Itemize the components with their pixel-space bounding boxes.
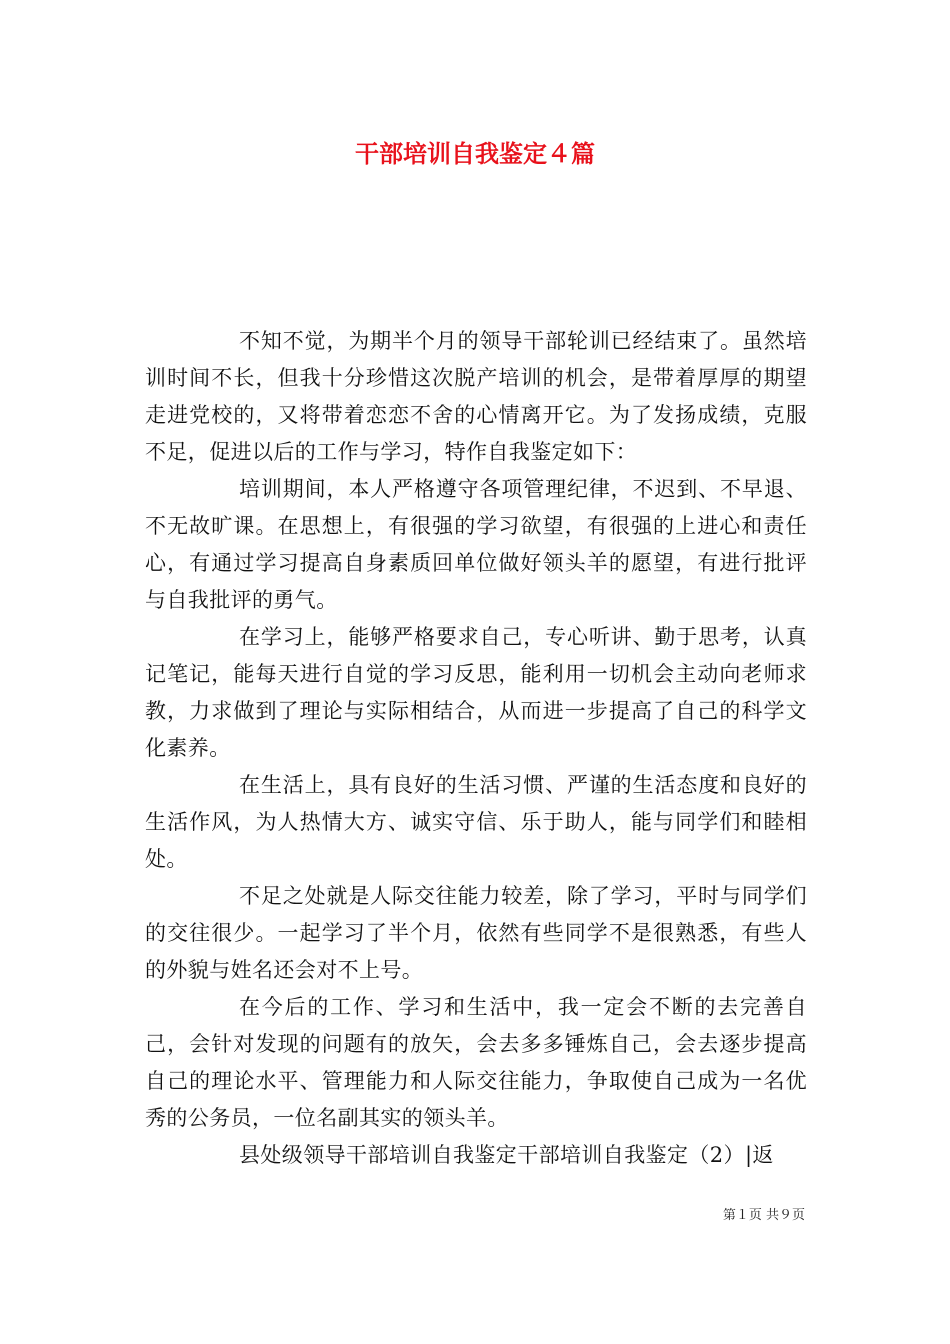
document-title: 干部培训自我鉴定４篇 (355, 139, 595, 168)
page-number: 第１页 共９页 (722, 1208, 805, 1223)
paragraph: 培训期间，本人严格遵守各项管理纪律，不迟到、不早退、不无故旷课。在思想上，有很强的学习欲望，有很强的上进心和责任心，有通过学习提高自身素质回单位做好领头羊的愿望，有进行批评与自我批评的勇气。 (145, 477, 807, 612)
paragraph: 在生活上，具有良好的生活习惯、严谨的生活态度和良好的生活作风，为人热情大方、诚实守信、乐于助人，能与同学们和睦相处。 (145, 773, 807, 871)
paragraph: 在今后的工作、学习和生活中，我一定会不断的去完善自己，会针对发现的问题有的放矢，会去多多锤炼自己，会去逐步提高自己的理论水平、管理能力和人际交往能力，争取使自己成为一名优秀的公务员，一位名副其实的领头羊。 (145, 995, 807, 1130)
paragraph: 不知不觉，为期半个月的领导干部轮训已经结束了。虽然培训时间不长，但我十分珍惜这次脱产培训的机会，是带着厚厚的期望走进党校的，又将带着恋恋不舍的心情离开它。为了发扬成绩，克服不足，促进以后的工作与学习，特作自我鉴定如下： (145, 329, 807, 464)
paragraph: 县处级领导干部培训自我鉴定干部培训自我鉴定（2）|返 (239, 1143, 774, 1167)
document-body (145, 323, 807, 1174)
paragraph: 在学习上，能够严格要求自己，专心听讲、勤于思考，认真记笔记，能每天进行自觉的学习反思，能利用一切机会主动向老师求教，力求做到了理论与实际相结合，从而进一步提高了自己的科学文化素养。 (145, 625, 807, 760)
paragraph: 不足之处就是人际交往能力较差，除了学习，平时与同学们的交往很少。一起学习了半个月，依然有些同学不是很熟悉，有些人的外貌与姓名还会对不上号。 (145, 884, 807, 982)
